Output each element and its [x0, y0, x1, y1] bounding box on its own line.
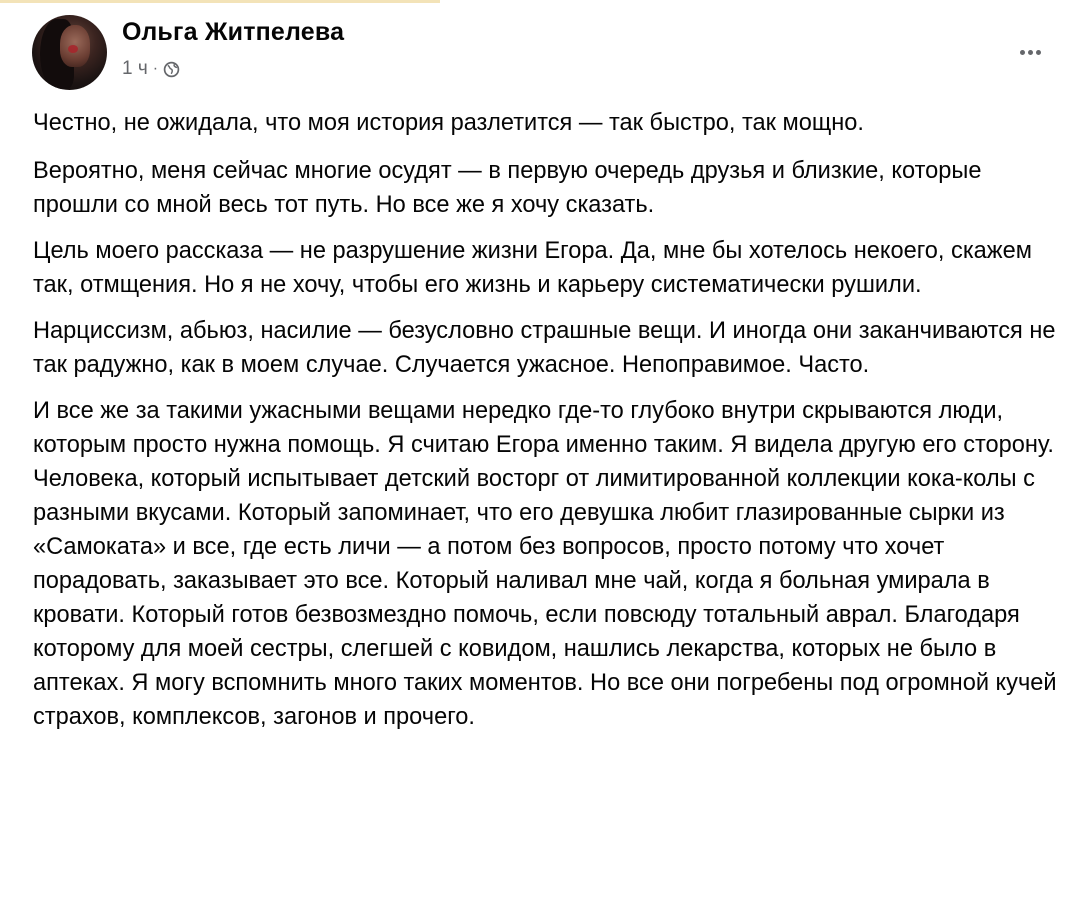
more-horizontal-icon-dot — [1020, 50, 1025, 55]
post-timestamp[interactable]: 1 ч — [122, 58, 148, 79]
post-paragraph: Честно, не ожидала, что моя история разлетится — так быстро, так мощно. — [33, 110, 864, 136]
post-paragraph: И все же за такими ужасными вещами нередко где-то глубоко внутри скрываются люди, которым просто нужна помощь. Я считаю Егора именно таким. Я видела другую его сторону. Человека, который испытывает детский восторг от лимитированной коллекции кока-колы с разными вкусами. Который запоминает, что его девушка любит глазированные сырки из «Самоката» и все, где есть личи — а потом без вопросов, просто потому что хочет порадовать, заказывает это все. Который наливал мне чай, когда я больная умирала в кровати. Который готов безвозмездно помочь, если повсюду тотальный аврал. Благодаря которому для моей сестры, слегшей с ковидом, нашлись лекарства, которых не было в аптеках. Я могу вспомнить много таких моментов. Но все они погребены под огромной кучей страхов, комплексов, загонов и прочего. — [33, 398, 1057, 730]
post-header — [30, 14, 1050, 96]
globe-icon[interactable] — [163, 61, 180, 78]
post-paragraph: Вероятно, меня сейчас многие осудят — в первую очередь друзья и близкие, которые прошли со мной весь тот путь. Но все же я хочу сказать. — [33, 158, 982, 218]
more-options-button[interactable] — [1010, 40, 1050, 64]
author-name[interactable]: Ольга Житпелева — [122, 18, 345, 46]
post-paragraph: Нарциссизм, абьюз, насилие — безусловно страшные вещи. И иногда они заканчиваются не так радужно, как в моем случае. Случается ужасное. Непоправимое. Часто. — [33, 318, 1056, 378]
post-meta — [122, 58, 180, 80]
more-horizontal-icon-dot — [1036, 50, 1041, 55]
author-avatar[interactable] — [32, 15, 107, 90]
post-body — [33, 106, 1063, 746]
avatar-accent — [68, 45, 78, 53]
meta-separator: · — [152, 60, 159, 77]
more-horizontal-icon-dot — [1028, 50, 1033, 55]
post-paragraph: Цель моего рассказа — не разрушение жизни Егора. Да, мне бы хотелось некоего, скажем так, отмщения. Но я не хочу, чтобы его жизнь и карьеру систематически рушили. — [33, 238, 1032, 298]
